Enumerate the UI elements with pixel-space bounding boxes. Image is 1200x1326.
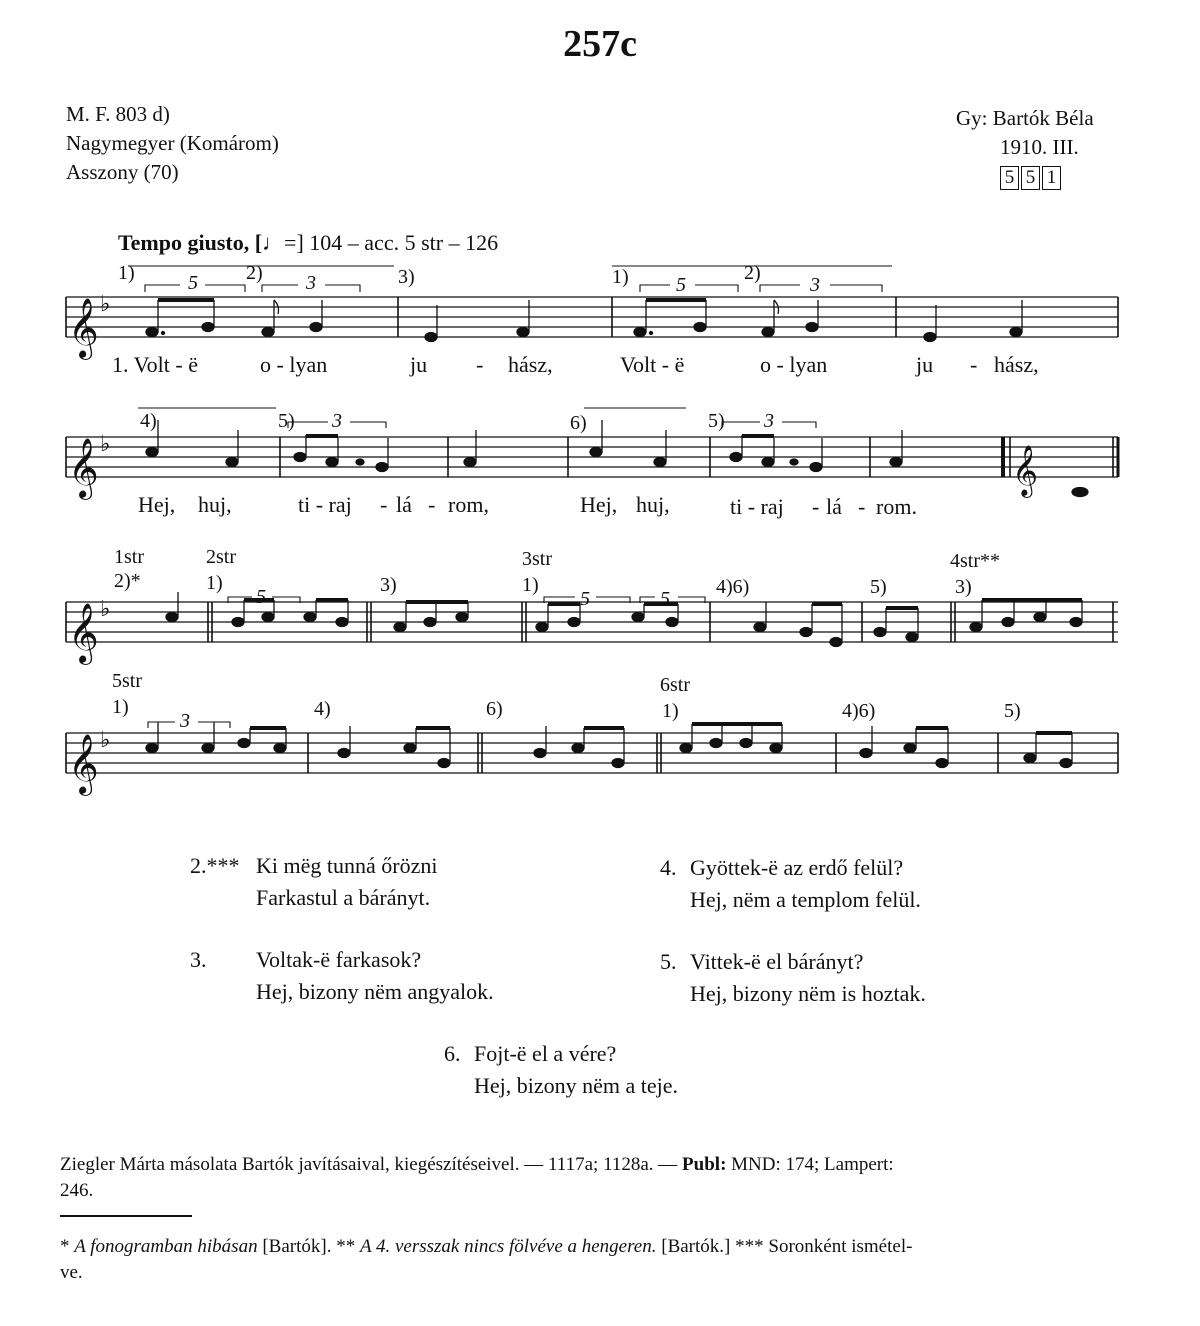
mark: 1)	[118, 262, 135, 284]
tuplet-number: 3	[810, 274, 820, 296]
source-singer: Asszony (70)	[66, 160, 179, 184]
lyric: ti - raj	[298, 492, 352, 517]
verse-number: 2.***	[190, 853, 240, 878]
lyric: -	[970, 352, 978, 377]
mark: 5)	[870, 576, 887, 598]
footnote-text-cont: ve.	[60, 1262, 83, 1283]
lyric: -	[476, 352, 484, 377]
quarter-note-icon: ♩=	[262, 230, 297, 255]
verse-number: 5.	[660, 949, 677, 974]
verse-line: Farkastul a bárányt.	[256, 885, 431, 910]
page-title: 257c	[563, 23, 637, 65]
flat-icon: ♭	[100, 432, 111, 457]
lyric: Volt - ë	[620, 352, 685, 377]
code-box: 1	[1042, 166, 1061, 190]
staff-2	[66, 437, 1118, 477]
verse-4	[660, 852, 921, 916]
mark: 6)	[486, 698, 503, 720]
mark: 5)	[278, 410, 295, 432]
flat-icon: ♭	[100, 597, 111, 622]
mark: 1)	[112, 696, 129, 718]
staff-4	[66, 733, 1118, 773]
footnote-attribution: [Bartók.]	[661, 1236, 731, 1257]
tempo-label: Tempo giusto, [	[118, 230, 263, 255]
verse-line: Voltak-ë farkasok?	[256, 947, 422, 972]
tuplet-number: 5	[676, 274, 686, 296]
treble-clef-icon: 𝄞	[68, 603, 99, 663]
verse-line: Hej, bizony nëm a teje.	[474, 1073, 679, 1098]
source-catalog-number: M. F. 803 d)	[66, 102, 170, 126]
lyric: rom,	[448, 492, 489, 517]
footnote-marker: ***	[735, 1236, 764, 1257]
verse-line: Fojt-ë el a vére?	[474, 1041, 617, 1066]
lyric: hász,	[508, 352, 553, 377]
lyric: rom.	[876, 494, 917, 519]
lyric: hász,	[994, 352, 1039, 377]
stanza-label: 6str	[660, 674, 690, 696]
verse-2	[190, 850, 437, 914]
lyric: o - lyan	[260, 352, 328, 377]
notes-3	[166, 592, 1082, 647]
mark: 6)	[570, 412, 587, 434]
flat-icon: ♭	[100, 292, 111, 317]
mark: 3)	[398, 266, 415, 288]
lyric: lá	[396, 492, 412, 517]
verse-line: Ki mëg tunná őrözni	[256, 853, 438, 878]
verse-number: 4.	[660, 855, 677, 880]
lyric: 1. Volt - ë	[112, 352, 198, 377]
mark: 3)	[380, 574, 397, 596]
publ-label: Publ:	[682, 1154, 727, 1175]
footnote-text: Soronként ismétel-	[768, 1236, 913, 1257]
mark: 2)	[246, 262, 263, 284]
lyric: huj,	[636, 492, 670, 517]
verse-number: 6.	[444, 1041, 461, 1066]
verse-line: Gyöttek-ë az erdő felül?	[690, 855, 904, 880]
lyric: -	[812, 494, 820, 519]
verse-number: 3.	[190, 947, 207, 972]
verse-line: Hej, nëm a templom felül.	[690, 887, 921, 912]
footnote-marker: *	[60, 1236, 70, 1257]
footnote-attribution: [Bartók].	[262, 1236, 332, 1257]
tempo-values: ] 104 – acc. 5 str – 126	[296, 230, 499, 255]
source-note	[60, 1152, 1120, 1204]
treble-clef-icon: 𝄞	[68, 734, 99, 794]
verse-3	[190, 944, 494, 1008]
tuplet-number: 3	[306, 272, 316, 294]
stanza-label: 2str	[206, 546, 236, 568]
tuplet-number: 3	[332, 410, 342, 432]
collection-date: 1910. III.	[1000, 135, 1079, 159]
staff-1	[66, 297, 1118, 337]
tuplet-number: 3	[180, 710, 190, 732]
treble-clef-icon: 𝄞	[68, 438, 99, 498]
lyric: -	[380, 492, 388, 517]
tuplet-number: 5	[256, 586, 266, 608]
mark: 5)	[708, 410, 725, 432]
lyric: -	[858, 494, 866, 519]
verse-line: Hej, bizony nëm angyalok.	[256, 979, 494, 1004]
mark: 4)	[140, 410, 157, 432]
mark: 4)6)	[842, 700, 876, 722]
tuplet-number: 3	[764, 410, 774, 432]
mark: 4)	[314, 698, 331, 720]
mark: 5)	[1004, 700, 1021, 722]
lyric: -	[428, 492, 436, 517]
flat-icon: ♭	[100, 728, 111, 753]
stanza-label: 5str	[112, 670, 142, 692]
lyric: ju	[410, 352, 428, 377]
footnote-text: A 4. versszak nincs fölvéve a hengeren.	[359, 1236, 657, 1257]
lyric: ju	[916, 352, 934, 377]
notes-4	[146, 722, 1072, 768]
mark: 1)	[206, 572, 223, 594]
stanza-label: 1str	[114, 546, 144, 568]
lyric: Hej,	[138, 492, 176, 517]
mark: 1)	[522, 574, 539, 596]
mark: 1)	[662, 700, 679, 722]
lyric: huj,	[198, 492, 232, 517]
mark: 1)	[612, 266, 629, 288]
verse-line: Vittek-ë el bárányt?	[690, 949, 864, 974]
publ-text: MND: 174; Lampert:	[731, 1154, 894, 1175]
collector-name: Gy: Bartók Béla	[956, 106, 1094, 130]
lyric: Hej,	[580, 492, 618, 517]
lyric: ti - raj	[730, 494, 784, 519]
footnote-text: A fonogramban hibásan	[74, 1236, 258, 1257]
stanza-label: 4str**	[950, 550, 1000, 572]
treble-clef-icon: 𝄞	[1012, 445, 1039, 496]
staff-3	[66, 602, 1118, 642]
footnote-marker: **	[336, 1236, 356, 1257]
verse-line: Hej, bizony nëm is hoztak.	[690, 981, 926, 1006]
notes-1	[146, 300, 1022, 342]
lyric: o - lyan	[760, 352, 828, 377]
treble-clef-icon: 𝄞	[68, 298, 99, 358]
code-box: 5	[1021, 166, 1040, 190]
tuplet-number: 5	[580, 588, 590, 610]
publ-text-cont: 246.	[60, 1180, 94, 1201]
mark: 2)*	[114, 570, 141, 592]
stanza-label: 3str	[522, 548, 552, 570]
mark: 4)6)	[716, 576, 750, 598]
tuplet-number: 5	[188, 272, 198, 294]
verse-6	[444, 1038, 678, 1102]
code-box: 5	[1000, 166, 1019, 190]
source-location: Nagymegyer (Komárom)	[66, 131, 279, 155]
lyric: lá	[826, 494, 842, 519]
verse-5	[660, 946, 926, 1010]
mark: 3)	[955, 576, 972, 598]
tuplet-number: 5	[660, 588, 670, 610]
footnotes	[60, 1234, 1120, 1286]
source-note-text: Ziegler Márta másolata Bartók javításaival, kiegészítéseivel. — 1117a; 1128a. —	[60, 1154, 678, 1175]
footnote-divider	[60, 1215, 192, 1217]
mark: 2)	[744, 262, 761, 284]
